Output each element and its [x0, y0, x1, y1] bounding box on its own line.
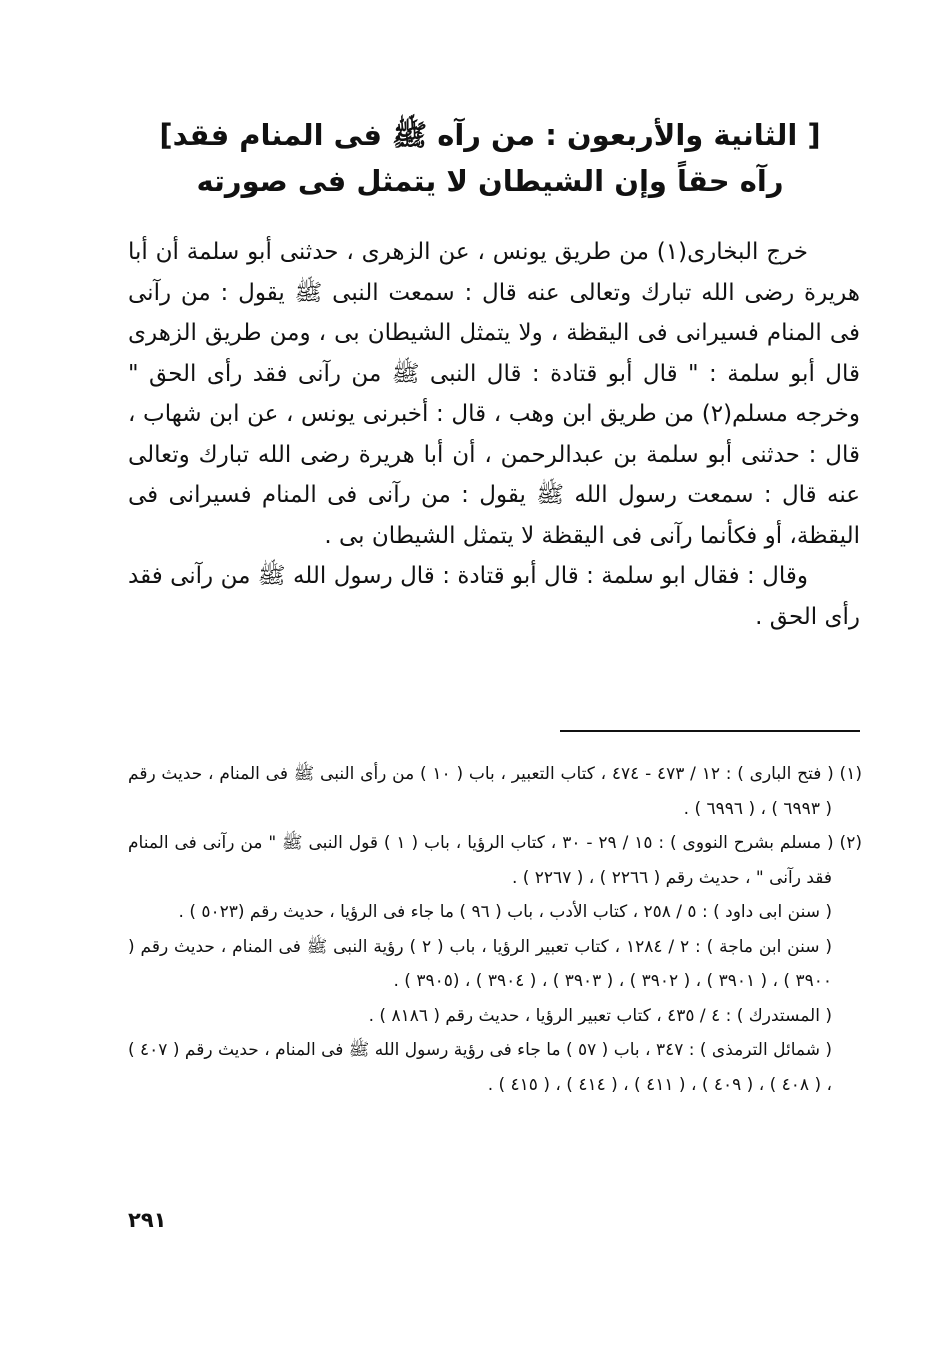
- body-paragraph-1: خرج البخارى(١) من طريق يونس ، عن الزهرى ، حدثنى أبو سلمة أن أبا هريرة رضى الله تبارك وتعالى عنه قال : سمعت النبى ﷺ يقول : من رآنى فى المنام فسيرانى فى اليقظة ، ولا يتمثل الشيطان بى ، ومن طريق الزهرى قال أبو سلمة : " قال أبو قتادة : قال النبى ﷺ من رآنى فقد رأى الحق " وخرجه مسلم(٢) من طريق ابن وهب ، قال : أخبرنى يونس ، عن ابن شهاب ، قال : حدثنى أبو سلمة بن عبدالرحمن ، أن أبا هريرة رضى الله تبارك وتعالى عنه قال : سمعت رسول الله ﷺ يقول : من رآنى فى المنام فسيرانى فى اليقظة، أو فكأنما رآنى فى اليقظة لا يتمثل الشيطان بى .: [128, 239, 860, 549]
- footnotes-section: [128, 757, 862, 1102]
- page-number: ٢٩١: [128, 1208, 167, 1232]
- footnote-2: (٢) ( مسلم بشرح النووى ) : ١٥ / ٢٩ - ٣٠ ، كتاب الرؤيا ، باب ( ١ ) قول النبى ﷺ " من رآنى فى المنام فقد رآنى " ، حديث رقم ( ٢٢٦٦ ) ، ( ٢٢٦٧ ) .: [128, 833, 862, 888]
- main-text: [128, 232, 860, 637]
- footnote-2-mustadrak: ( المستدرك ) : ٤ / ٤٣٥ ، كتاب تعبير الرؤيا ، حديث رقم ( ٨١٨٦ ) .: [368, 1005, 832, 1026]
- chapter-heading: [120, 112, 860, 204]
- footnote-2-abu-dawud: ( سنن ابى داود ) : ٥ / ٢٥٨ ، كتاب الأدب ، باب ( ٩٦ ) ما جاء فى الرؤيا ، حديث رقم (٥٠٢٣ ) .: [178, 902, 832, 922]
- footnote-separator: [560, 730, 860, 732]
- heading-line-2: رآه حقاً وإن الشيطان لا يتمثل فى صورته: [196, 164, 784, 198]
- heading-line-1: [ الثانية والأربعون : من رآه ﷺ فى المنام فقد]: [159, 118, 821, 152]
- footnote-2-ibn-majah: ( سنن ابن ماجة ) : ٢ / ١٢٨٤ ، كتاب تعبير الرؤيا ، باب ( ٢ ) رؤية النبى ﷺ فى المنام ، حديث رقم ( ٣٩٠٠ ) ، ( ٣٩٠١ ) ، ( ٣٩٠٢ ) ، ( ٣٩٠٣ ) ، ( ٣٩٠٤ ) ، (٣٩٠٥ ) .: [128, 936, 832, 991]
- footnote-2-shamail: ( شمائل الترمذى ) : ٣٤٧ ، باب ( ٥٧ ) ما جاء فى رؤية رسول الله ﷺ فى المنام ، حديث رقم ( ٤٠٧ ) ، ( ٤٠٨ ) ، ( ٤٠٩ ) ، ( ٤١١ ) ، ( ٤١٤ ) ، ( ٤١٥ ) .: [128, 1040, 832, 1095]
- body-paragraph-2: وقال : فقال ابو سلمة : قال أبو قتادة : قال رسول الله ﷺ من رآنى فقد رأى الحق .: [128, 563, 860, 630]
- footnote-1: (١) ( فتح البارى ) : ١٢ / ٤٧٣ - ٤٧٤ ، كتاب التعبير ، باب ( ١٠ ) من رأى النبى ﷺ فى المنام ، حديث رقم ( ٦٩٩٣ ) ، ( ٦٩٩٦ ) .: [128, 764, 862, 819]
